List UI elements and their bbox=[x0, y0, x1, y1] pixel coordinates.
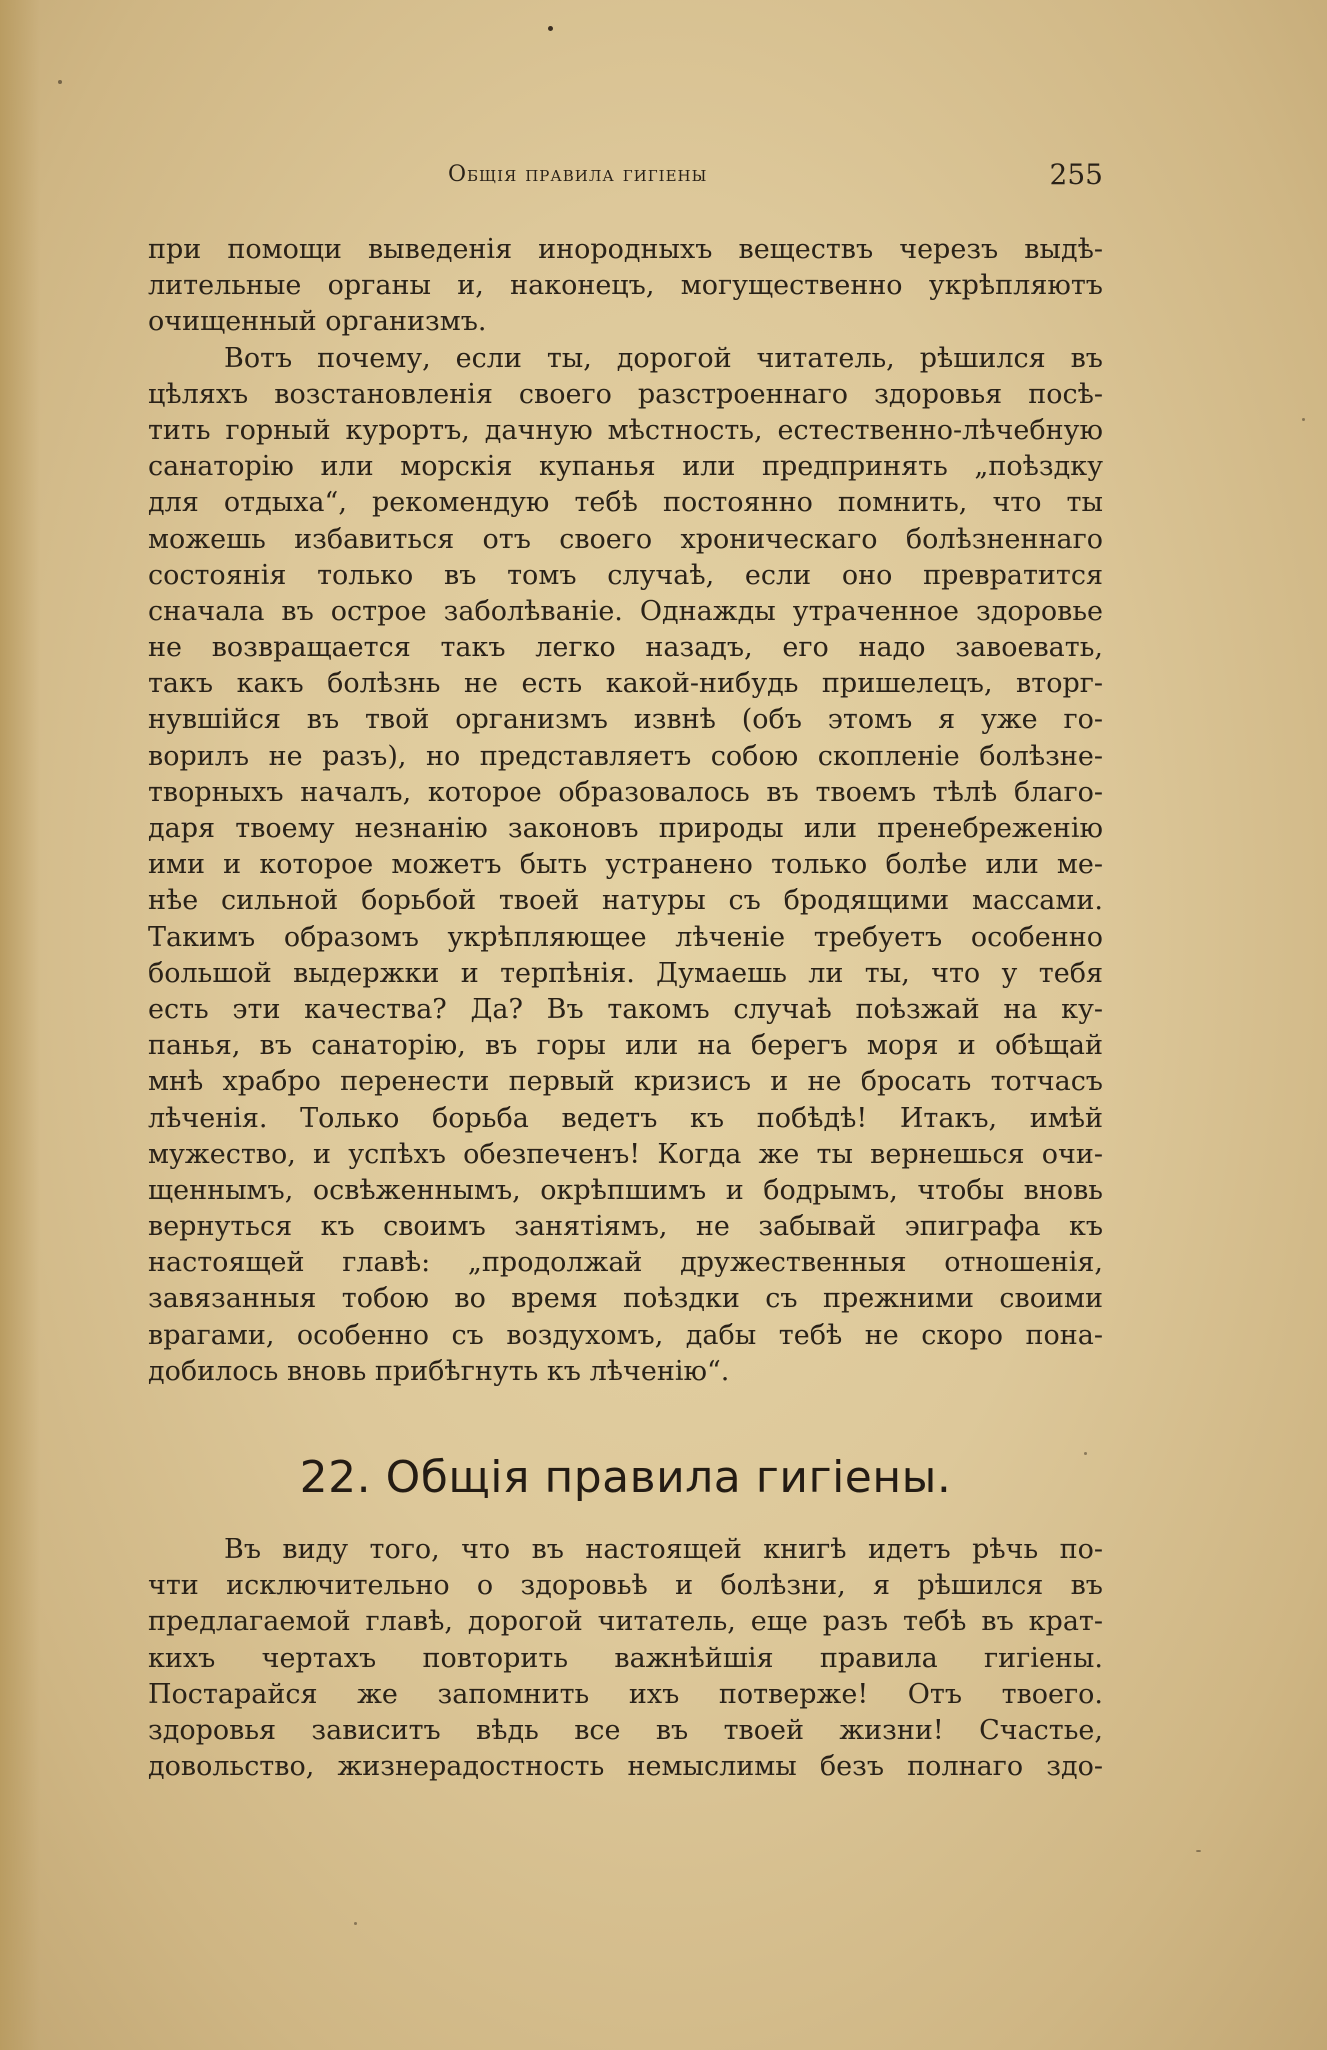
text-line: щеннымъ, освѣженнымъ, окрѣпшимъ и бодрымъ, чтобы вновь bbox=[148, 1174, 1103, 1206]
text-line: завязанныя тобою во время поѣздки съ прежними своими bbox=[148, 1283, 1103, 1315]
text-line: тить горный курортъ, дачную мѣстность, естественно-лѣчебную bbox=[148, 414, 1103, 446]
running-title: Общія правила гигіены bbox=[448, 162, 708, 187]
text-line: панья, въ санаторію, въ горы или на берегъ моря и обѣщай bbox=[148, 1030, 1103, 1062]
paper-speck bbox=[1084, 1452, 1087, 1455]
text-line: даря твоему незнанію законовъ природы или пренебреженію bbox=[148, 813, 1103, 844]
text-line: лѣченія. Только борьба ведетъ къ побѣдѣ! Итакъ, имѣй bbox=[148, 1102, 1103, 1134]
section-heading: 22. Общія правила гигіены. bbox=[299, 1452, 952, 1503]
text-line: мнѣ храбро перенести первый кризисъ и не бросать тотчасъ bbox=[148, 1066, 1103, 1098]
page-edge-shadow bbox=[0, 0, 40, 2050]
text-line: добилось вновь прибѣгнуть къ лѣченію“. bbox=[148, 1355, 730, 1387]
text-line: санаторію или морскія купанья или предпринять „поѣздку bbox=[148, 451, 1103, 483]
body-text-bottom bbox=[148, 1532, 1103, 1785]
text-line: довольство, жизнерадостность немыслимы безъ полнаго здо- bbox=[148, 1751, 1103, 1783]
text-line: ими и которое можетъ быть устранено только болѣе или ме- bbox=[148, 849, 1103, 881]
page-number: 255 bbox=[1049, 158, 1103, 191]
text-line: вернуться къ своимъ занятіямъ, не забывай эпиграфа къ bbox=[148, 1211, 1103, 1243]
text-line: не возвращается такъ легко назадъ, его надо завоевать, bbox=[148, 632, 1103, 664]
paper-speck bbox=[354, 1922, 357, 1925]
text-line: предлагаемой главѣ, дорогой читатель, еще разъ тебѣ въ крат- bbox=[148, 1606, 1103, 1638]
paragraph bbox=[148, 1532, 1103, 1785]
text-line: можешь избавиться отъ своего хроническаго болѣзненнаго bbox=[148, 523, 1103, 555]
paper-speck bbox=[58, 80, 62, 84]
text-line: Въ виду того, что въ настоящей книгѣ идетъ рѣчь по- bbox=[224, 1534, 1103, 1565]
text-line: очищенный организмъ. bbox=[148, 306, 487, 338]
text-line: настоящей главѣ: „продолжай дружественныя отношенія, bbox=[148, 1247, 1103, 1279]
text-line: Такимъ образомъ укрѣпляющее лѣченіе требуетъ особенно bbox=[148, 921, 1103, 953]
paper-speck bbox=[548, 26, 553, 31]
text-line: Вотъ почему, если ты, дорогой читатель, рѣшился въ bbox=[224, 342, 1103, 374]
text-line: нѣе сильной борьбой твоей натуры съ бродящими массами. bbox=[148, 885, 1103, 917]
text-line: ворилъ не разъ), но представляетъ собою скопленіе болѣзне- bbox=[148, 740, 1103, 772]
text-line: лительные органы и, наконецъ, могущественно укрѣпляютъ bbox=[148, 270, 1103, 302]
text-line: для отдыха“, рекомендую тебѣ постоянно помнить, что ты bbox=[148, 487, 1103, 519]
text-line: кихъ чертахъ повторить важнѣйшія правила гигіены. bbox=[148, 1642, 1103, 1674]
text-line: состоянія только въ томъ случаѣ, если оно превратится bbox=[148, 559, 1103, 591]
running-header bbox=[148, 158, 1103, 198]
text-line: цѣляхъ возстановленія своего разстроеннаго здоровья посѣ- bbox=[148, 378, 1103, 410]
text-line: Постарайся же запомнить ихъ потверже! Отъ твоего. bbox=[148, 1678, 1103, 1710]
text-line: здоровья зависитъ вѣдь все въ твоей жизни! Счастье, bbox=[148, 1714, 1103, 1746]
text-line: творныхъ началъ, которое образовалось въ твоемъ тѣлѣ благо- bbox=[148, 776, 1103, 808]
text-line: большой выдержки и терпѣнія. Думаешь ли ты, что у тебя bbox=[148, 957, 1103, 989]
text-line: сначала въ острое заболѣваніе. Однажды утраченное здоровье bbox=[148, 595, 1103, 627]
paper-speck bbox=[1302, 418, 1305, 421]
paragraph bbox=[148, 341, 1103, 1390]
text-line: такъ какъ болѣзнь не есть какой-нибудь пришелецъ, вторг- bbox=[148, 668, 1103, 700]
text-line: чти исключительно о здоровьѣ и болѣзни, я рѣшился въ bbox=[148, 1570, 1103, 1602]
text-line: мужество, и успѣхъ обезпеченъ! Когда же ты вернешься очи- bbox=[148, 1138, 1103, 1170]
body-text-top bbox=[148, 232, 1103, 1390]
text-line: при помощи выведенія инородныхъ веществъ черезъ выдѣ- bbox=[148, 234, 1103, 265]
text-line: есть эти качества? Да? Въ такомъ случаѣ поѣзжай на ку- bbox=[148, 993, 1103, 1025]
text-line: врагами, особенно съ воздухомъ, дабы тебѣ не скоро пона- bbox=[148, 1319, 1103, 1351]
paper-speck bbox=[1196, 1850, 1201, 1852]
text-line: нувшійся въ твой организмъ извнѣ (объ этомъ я уже го- bbox=[148, 704, 1103, 736]
paragraph-continuation bbox=[148, 232, 1103, 341]
